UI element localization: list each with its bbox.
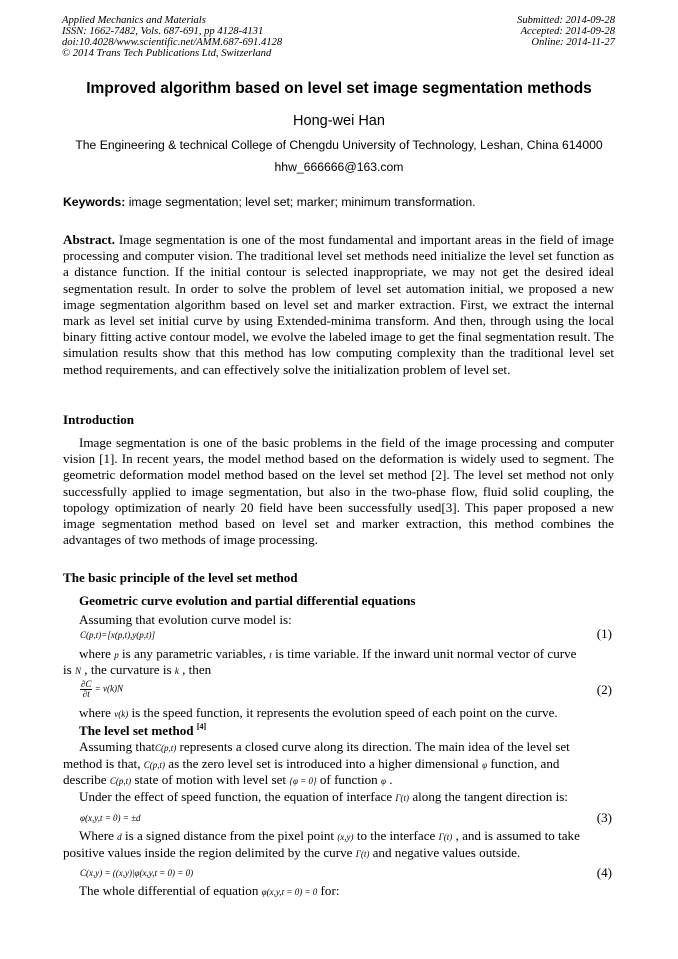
equation-number-2: (2): [596, 682, 612, 697]
math-p: p: [114, 650, 119, 660]
paper-title: Improved algorithm based on level set image segmentation methods: [86, 80, 592, 97]
submitted-date: Submitted: 2014-09-28: [517, 15, 615, 26]
math-vk: v(k): [114, 709, 129, 719]
text-line: describe C(p,t) state of motion with level set {φ = 0} of function φ .: [63, 772, 393, 787]
math-N: N: [75, 666, 82, 676]
equation-3: φ(x,y,t = 0) = ±d: [80, 813, 141, 823]
equation-number-4: (4): [596, 865, 612, 880]
journal-name: Applied Mechanics and Materials: [62, 15, 206, 26]
section-heading-introduction: Introduction: [63, 412, 135, 427]
text-line: Where d is a signed distance from the pixel point (x,y) to the interface Γ(t) , and is assumed to take: [79, 828, 580, 843]
text-line: method is that, C(p,t) as the zero level set is introduced into a higher dimensional φ function, and: [63, 756, 560, 771]
text-line: Under the effect of speed function, the equation of interface Γ(t) along the tangent direction is:: [79, 789, 568, 804]
subsection-heading-level-set-method: The level set method [4]: [79, 722, 207, 738]
equation-2: $\frac{\partial C}{\partial t}$ = v(k)N: [81, 679, 124, 699]
author-name: Hong-wei Han: [293, 113, 385, 129]
math-t: t: [269, 650, 272, 660]
equation-4: C(x,y) = ((x,y)|φ(x,y,t = 0) = 0): [80, 868, 194, 878]
online-date: Online: 2014-11-27: [531, 37, 615, 48]
text-line: Assuming thatC(p,t) represents a closed curve along its direction. The main idea of the level set: [79, 739, 570, 754]
issn-line: ISSN: 1662-7482, Vols. 687-691, pp 4128-4131: [62, 26, 264, 37]
keywords: [63, 195, 476, 209]
introduction-text: Image segmentation is one of the basic problems in the field of the image processing and computer vision [1]. In recent years, the model method based on the deformation is widely used to segment. The geometric deformation model method based on the level set method [2]. The level set method not only successfully applied to image segmentation, but also in the two-phase flow, fluid solid coupling, the topology optimization of nearly 20 field have been successfully used[3]. This paper proposed a new image segmentation method based on level set and marker extraction, this method combines the advantages of two methods of image processing.: [63, 435, 614, 548]
doi-line: doi:10.4028/www.scientific.net/AMM.687-691.4128: [62, 37, 283, 48]
partial-fraction: $\frac{\partial C}{\partial t}$: [81, 679, 92, 699]
subsection-heading-geometric-curve: Geometric curve evolution and partial differential equations: [79, 593, 416, 608]
math-k: k: [174, 666, 179, 676]
abstract: [63, 232, 614, 378]
accepted-date: Accepted: 2014-09-28: [520, 26, 615, 37]
equation-number-1: (1): [596, 626, 612, 641]
equation-number-3: (3): [596, 810, 612, 825]
keywords-label: Keywords:: [63, 195, 126, 209]
section-heading-basic-principle: The basic principle of the level set method: [63, 570, 298, 585]
copyright-line: © 2014 Trans Tech Publications Ltd, Switzerland: [62, 48, 272, 59]
equation-1: C(p,t)=[x(p,t),y(p,t)]: [80, 630, 156, 640]
journal-header-right: [517, 15, 615, 48]
text-line: where v(k) is the speed function, it represents the evolution speed of each point on the curve.: [79, 705, 558, 720]
citation-ref: [4]: [196, 722, 207, 731]
text-line: Assuming that evolution curve model is:: [79, 612, 292, 627]
text-line: is N , the curvature is k , then: [63, 662, 212, 677]
abstract-text: Image segmentation is one of the most fundamental and important areas in the field of image processing and computer vision. The traditional level set methods need initialize the level set function as a distance function. If the initial contour is selected inappropriate, we may not get the desired ideal segmentation result. In order to solve the problem of level set automation initial, we proposed a new image segmentation algorithm based on level set and marker extraction. First, we extract the internal mark as level set initial curve by using Extended-minima transform. And then, through using the local binary fitting active contour model, we evolve the labeled image to get the final segmentation result. The simulation results show that this method has low computing complexity than the traditional level set method requirements, and can effectively solve the initialization problem of level set.: [63, 232, 614, 377]
abstract-label: Abstract.: [63, 232, 115, 247]
text-line: where p is any parametric variables, t is time variable. If the inward unit normal vector of curve: [79, 646, 577, 661]
text-line: positive values inside the region delimited by the curve Γ(t) and negative values outside.: [63, 845, 521, 860]
author-email: hhw_666666@163.com: [274, 160, 404, 174]
text-line: The whole differential of equation φ(x,y,t = 0) = 0 for:: [79, 883, 340, 898]
keywords-text: image segmentation; level set; marker; minimum transformation.: [125, 195, 476, 209]
journal-header-left: [62, 15, 282, 59]
author-affiliation: The Engineering & technical College of Chengdu University of Technology, Leshan, China 614000: [75, 138, 603, 152]
